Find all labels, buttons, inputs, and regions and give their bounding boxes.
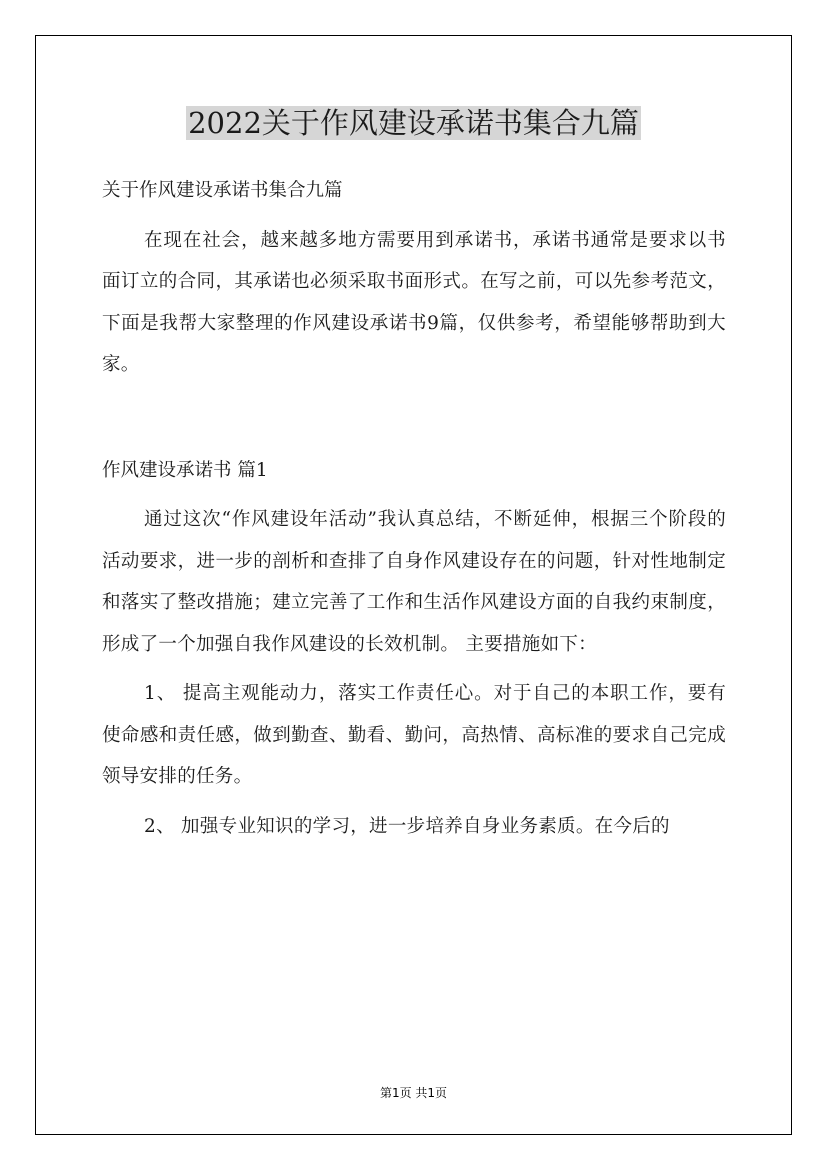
spacer: [102, 212, 726, 220]
spacer: [102, 491, 726, 499]
document-title: [0, 103, 827, 143]
section-heading: 作风建设承诺书 篇1: [102, 459, 268, 481]
section-paragraph: 通过这次“作风建设年活动”我认真总结，不断延伸，根据三个阶段的活动要求，进一步的剖析和查排了自身作风建设存在的问题，针对性地制定和落实了整改措施；建立完善了工作和生活作风建设方面的自我约束制度，形成了一个加强自我作风建设的长效机制。 主要措施如下：: [102, 509, 726, 655]
spacer: [102, 798, 726, 806]
spacer: [102, 665, 726, 673]
document-title-text: 2022关于作风建设承诺书集合九篇: [188, 106, 639, 140]
list-item: 2、 加强专业知识的学习，进一步培养自身业务素质。在今后的: [144, 815, 670, 837]
page-footer: 第1页 共1页: [379, 1086, 448, 1100]
list-item: 1、 提高主观能动力，落实工作责任心。对于自己的本职工作，要有使命感和责任感，做到勤查、勤看、勤问，高热情、高标准的要求自己完成领导安排的任务。: [102, 683, 726, 787]
document-subtitle: 关于作风建设承诺书集合九篇: [102, 180, 343, 201]
intro-paragraph: 在现在社会，越来越多地方需要用到承诺书，承诺书通常是要求以书面订立的合同，其承诺也必须采取书面形式。在写之前，可以先参考范文，下面是我帮大家整理的作风建设承诺书9篇，仅供参考，希望能够帮助到大家。: [102, 229, 726, 375]
spacer: [102, 386, 726, 450]
document-body: [102, 170, 726, 847]
